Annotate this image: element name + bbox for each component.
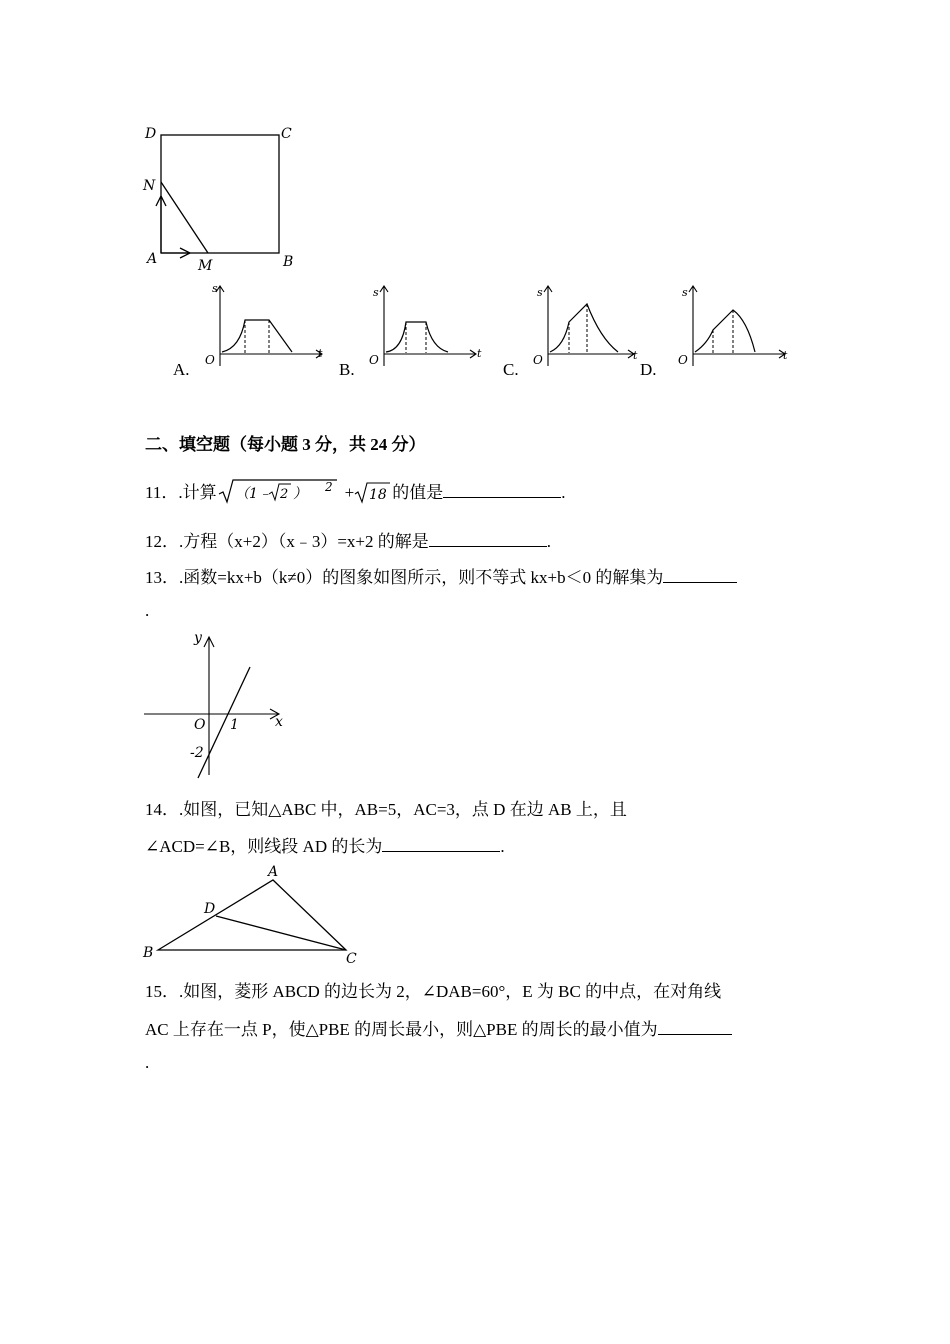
option-d-graph[interactable] <box>673 282 803 372</box>
question-11: 11．.计算 （1﹣ 2 ） 2 + 18 的值是 . <box>145 480 566 503</box>
svg-text:O: O <box>533 353 543 367</box>
svg-text:A: A <box>268 864 279 880</box>
answer-blank-11[interactable] <box>443 483 561 498</box>
svg-text:y: y <box>194 630 202 646</box>
svg-text:O: O <box>369 353 379 367</box>
answer-blank-14[interactable] <box>382 837 500 852</box>
option-a-graph[interactable] <box>200 282 330 372</box>
label-b: B <box>283 254 294 270</box>
svg-text:）: ） <box>292 486 307 502</box>
question-15-line1: 15．.如图，菱形 ABCD 的边长为 2，∠DAB=60°，E 为 BC 的中点，在对角线 <box>145 982 722 1001</box>
triangle-figure <box>140 860 370 970</box>
svg-text:t: t <box>783 349 788 362</box>
svg-text:t: t <box>477 347 482 360</box>
segment-dc <box>216 916 346 950</box>
option-a-label[interactable]: A. <box>173 360 190 379</box>
option-c-graph[interactable] <box>530 282 660 372</box>
svg-text:s: s <box>682 286 688 299</box>
svg-text:D: D <box>204 901 216 917</box>
question-13: 13．.函数=kx+b（k≠0）的图象如图所示，则不等式 kx+b＜0 的解集为 <box>145 563 737 588</box>
label-d: D <box>145 126 157 142</box>
option-b-label[interactable]: B. <box>339 360 355 379</box>
svg-text:O: O <box>194 717 206 733</box>
svg-text:O: O <box>678 353 688 367</box>
label-n: N <box>143 178 156 194</box>
question-15-line2: AC 上存在一点 P，使△PBE 的周长最小，则△PBE 的周长的最小值为 <box>145 1015 732 1040</box>
svg-text:1: 1 <box>230 717 239 733</box>
answer-blank-12[interactable] <box>429 532 547 547</box>
svg-text:t: t <box>633 349 638 362</box>
svg-text:C: C <box>346 951 357 967</box>
label-m: M <box>198 258 213 274</box>
svg-text:x: x <box>275 714 283 730</box>
svg-text:（1﹣: （1﹣ <box>234 486 272 502</box>
svg-text:2: 2 <box>279 487 288 502</box>
sqrt-18 <box>354 480 392 504</box>
answer-blank-15[interactable] <box>658 1020 732 1035</box>
svg-text:s: s <box>212 282 218 295</box>
sqrt-expression <box>217 478 345 504</box>
question-12: 12．.方程（x+2）（x﹣3）=x+2 的解是 . <box>145 532 552 551</box>
question-14-line1: 14．.如图，已知△ABC 中，AB=5，AC=3，点 D 在边 AB 上，且 <box>145 800 627 819</box>
svg-text:-2: -2 <box>190 745 204 761</box>
svg-text:s: s <box>537 286 543 299</box>
option-d-label[interactable]: D. <box>640 360 657 379</box>
section-title: 二、填空题（每小题 3 分，共 24 分） <box>145 435 426 454</box>
svg-text:B: B <box>143 945 154 961</box>
svg-text:O: O <box>205 353 215 367</box>
answer-blank-13[interactable] <box>663 568 737 583</box>
square-abcd <box>161 135 279 253</box>
svg-text:t: t <box>318 347 323 360</box>
line-graph <box>140 625 290 780</box>
option-b-graph[interactable] <box>364 282 494 372</box>
label-a: A <box>147 251 158 267</box>
square-figure <box>140 120 310 280</box>
svg-text:2: 2 <box>324 480 333 494</box>
question-14-line2: ∠ACD=∠B，则线段 AD 的长为 . <box>145 837 505 856</box>
option-c-label[interactable]: C. <box>503 360 519 379</box>
label-c: C <box>281 126 292 142</box>
function-line <box>198 667 250 778</box>
question-13-end: . <box>145 601 150 620</box>
segment-nm <box>161 182 208 253</box>
svg-text:18: 18 <box>369 487 388 503</box>
svg-text:s: s <box>373 286 379 299</box>
question-15-end: . <box>145 1053 150 1072</box>
